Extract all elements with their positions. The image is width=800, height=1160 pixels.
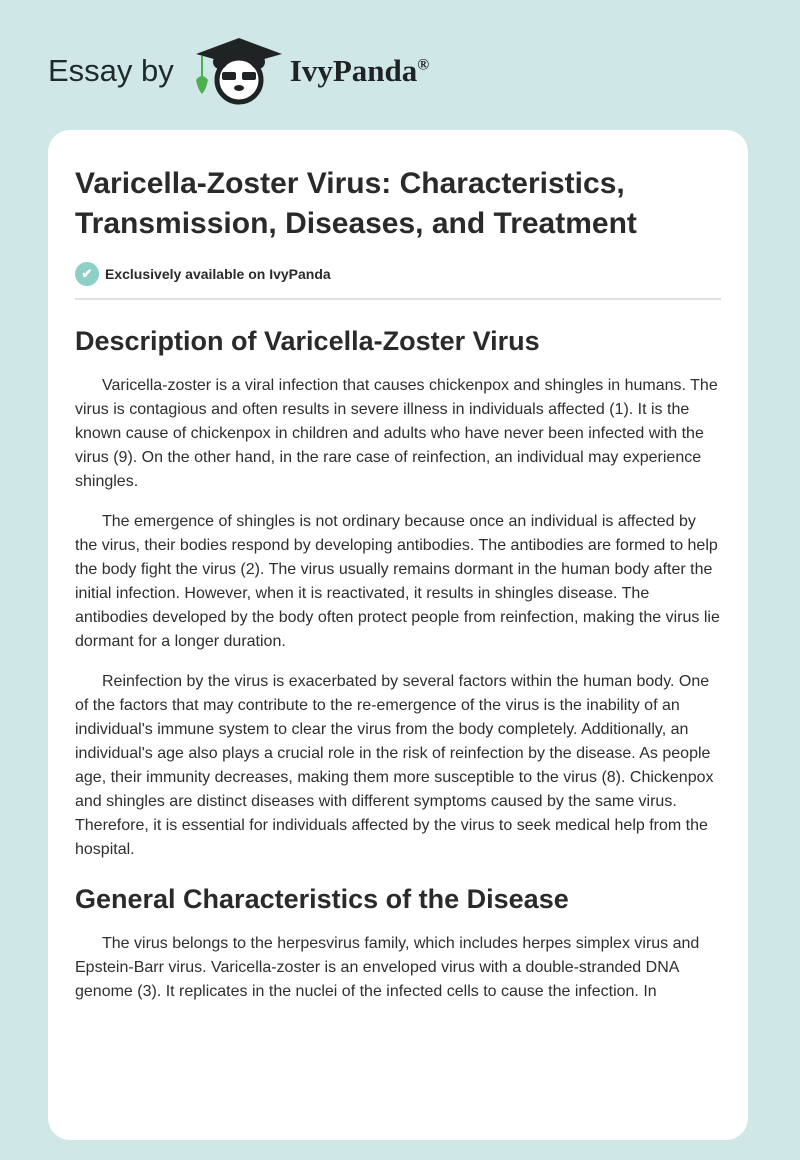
exclusive-label: Exclusively available on IvyPanda bbox=[105, 266, 331, 282]
essay-title: Varicella-Zoster Virus: Characteristics, Transmission, Diseases, and Treatment bbox=[75, 167, 637, 240]
check-icon: ✔ bbox=[75, 262, 99, 286]
essay-by-label: Essay by bbox=[48, 53, 174, 88]
paragraph: The virus belongs to the herpesvirus family, which includes herpes simplex virus and Epstein-Barr virus. Varicella-zoster is an enveloped virus with a double-stranded DNA genome (3). It replicates in the nuclei of the infected cells to cause the infection. In bbox=[75, 935, 700, 1000]
paragraph: Varicella-zoster is a viral infection that causes chickenpox and shingles in humans. The virus is contagious and often results in severe illness in individuals affected (1). It is the known cause of chickenpox in children and adults who have never been infected with the virus (9). On the other hand, in the rare case of reinfection, an individual may experience shingles. bbox=[75, 377, 718, 490]
essay-card bbox=[48, 130, 748, 1140]
paragraph: Reinfection by the virus is exacerbated by several factors within the human body. One of the factors that may contribute to the re-emergence of the virus is the inability of an individual's immune system to clear the virus from the body completely. Additionally, an individual's age also plays a crucial role in the risk of reinfection by the disease. As people age, their immunity decreases, making them more susceptible to the virus (8). Chickenpox and shingles are distinct diseases with different symptoms caused by the same virus. Therefore, it is essential for individuals affected by the virus to seek medical help from the hospital. bbox=[75, 673, 714, 858]
section-heading: General Characteristics of the Disease bbox=[75, 884, 569, 914]
section-heading: Description of Varicella-Zoster Virus bbox=[75, 326, 540, 356]
divider bbox=[75, 298, 721, 300]
brand-text: IvyPanda bbox=[289, 53, 418, 88]
brand-name[interactable] bbox=[290, 53, 429, 89]
paragraph: The emergence of shingles is not ordinary because once an individual is affected by the virus, their bodies respond by developing antibodies. The antibodies are formed to help the body fight the virus (2). The virus usually remains dormant in the human body after the initial infection. However, when it is reactivated, it results in shingles disease. The antibodies developed by the body often protect people from reinfection, making the virus lie dormant for a longer duration. bbox=[75, 513, 720, 650]
site-header bbox=[48, 36, 429, 106]
registered-mark: ® bbox=[417, 56, 430, 74]
exclusive-badge bbox=[75, 262, 721, 286]
ivypanda-logo-icon[interactable] bbox=[194, 36, 284, 106]
